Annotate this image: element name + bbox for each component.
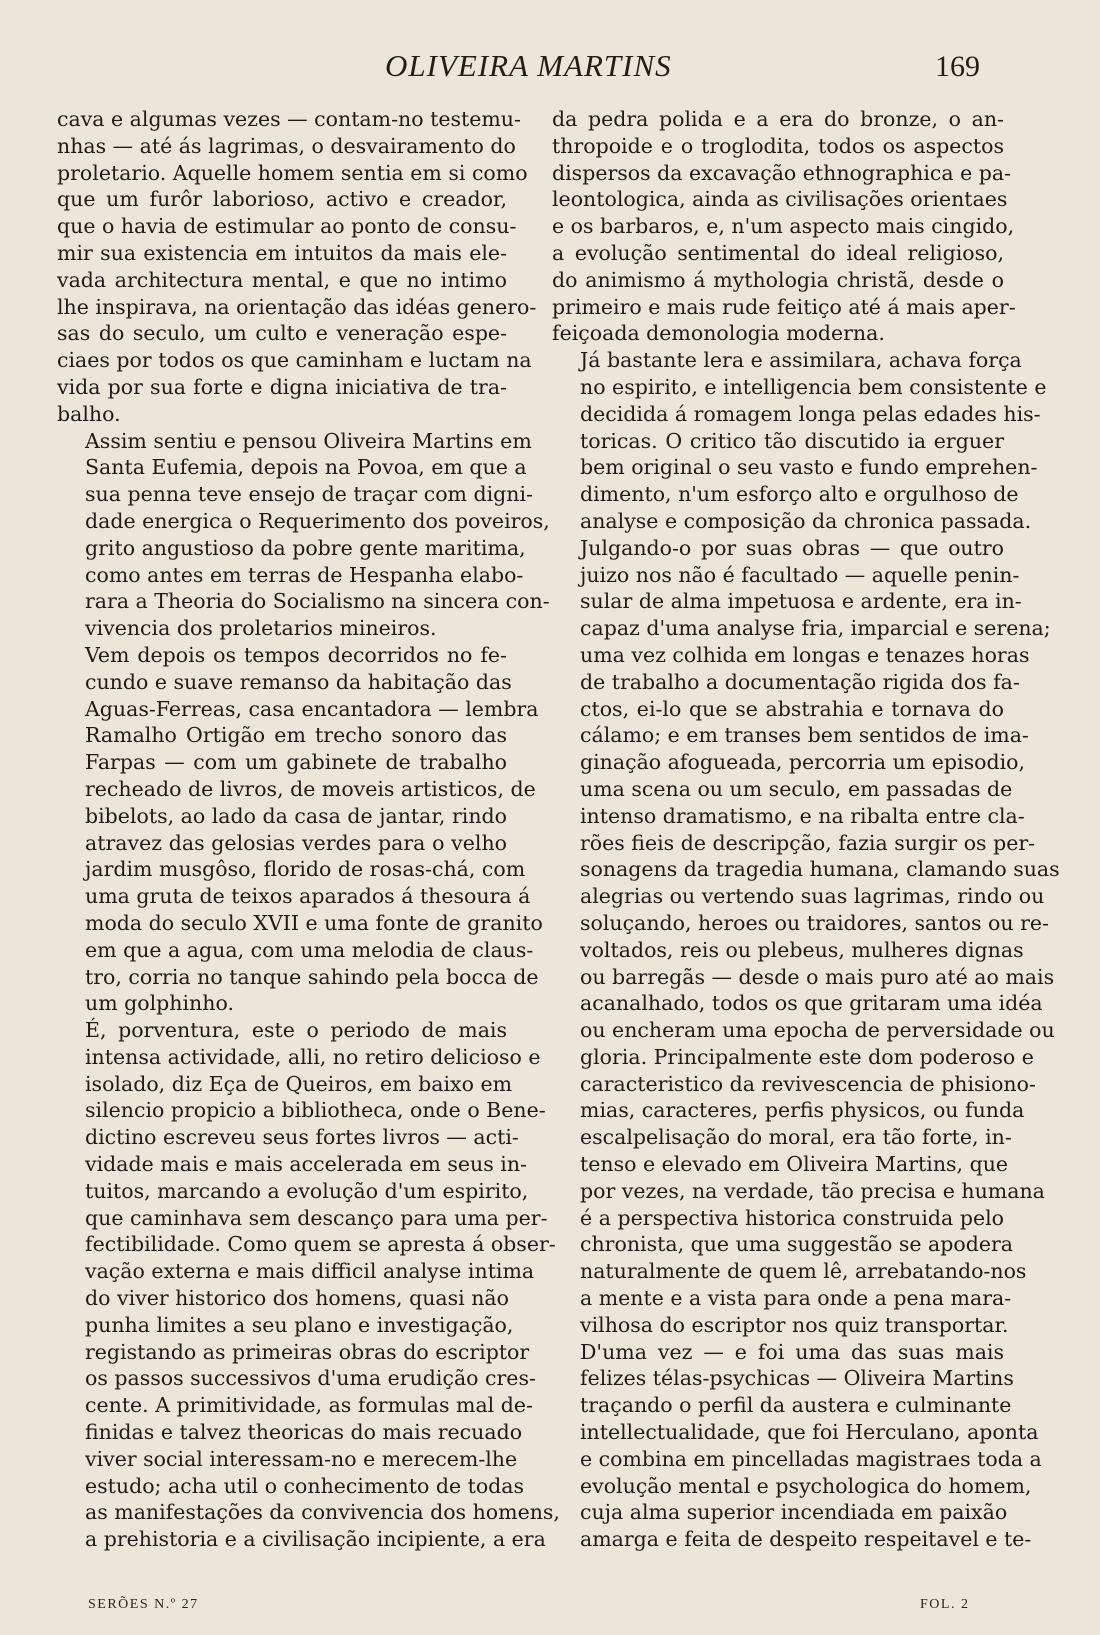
text-line: balho. [57,401,121,426]
text-line: juizo nos não é facultado — aquelle penin- [580,562,1020,587]
text-line: felizes télas-psychicas — Oliveira Martins [580,1366,1014,1391]
text-line: intenso dramatismo, e na ribalta entre cla- [580,803,1025,828]
text-line: bem original o seu vasto e fundo emprehen- [580,455,1038,480]
text-line: vada architectura mental, e que no intimo [57,267,507,292]
paragraph [57,428,550,642]
text-line: e combina em pincelladas magistraes toda a [580,1446,1042,1471]
text-line: os passos successivos d'uma erudição cres- [85,1366,536,1391]
text-line: traçando o perfil da austera e culminante [580,1393,1012,1418]
text-line: a mente e a vista para onde a pena mara- [580,1286,1012,1311]
text-line: dade energica o Requerimento dos poveiros, [85,508,550,533]
text-line: em que a agua, com uma melodia de claus- [85,937,534,962]
text-line: Assim sentiu e pensou Oliveira Martins em [85,428,532,453]
text-line: rões fieis de descripção, fazia surgir os per- [580,830,1036,855]
text-line: vidade mais e mais accelerada em seus in- [85,1152,527,1177]
text-line: um golphinho. [85,991,234,1016]
text-line: amarga e feita de despeito respeitavel e te- [580,1527,1032,1552]
text-line: finidas e talvez theoricas do mais recuado [85,1420,523,1445]
text-line: do animismo á mythologia christã, desde o [552,267,1004,292]
text-line: intellectualidade, que foi Herculano, aponta [580,1420,1039,1445]
text-line: alegrias ou vertendo suas lagrimas, rindo ou [580,884,1045,909]
text-line: thropoide e o troglodita, todos os aspectos [552,133,1004,158]
text-line: Ramalho Ortigão em trecho sonoro das [85,723,507,748]
footer-signature: SERÕES N.º 27 [88,1597,199,1612]
text-line: escalpelisação do moral, era tão forte, in- [580,1125,1012,1150]
text-line: que caminhava sem descanço para uma per- [85,1205,548,1230]
text-line: a prehistoria e a civilisação incipiente, a era [85,1527,546,1552]
text-line: de trabalho a documentação rigida dos fa- [580,669,1020,694]
text-line: e os barbaros, e, n'um aspecto mais cingido, [552,214,1015,239]
text-line: ginação afogueada, percorria um episodio, [580,750,1026,775]
text-line: ctos, ei-lo que se abstrahia e tornava do [580,696,1004,721]
text-line: viver social interessam-no e merecem-lhe [85,1446,518,1471]
text-line: É, porventura, este o periodo de mais [85,1018,507,1043]
paragraph [552,106,1016,347]
text-line: mias, caracteres, perfis physicos, ou funda [580,1098,1025,1123]
right-column [552,106,1060,1553]
text-line: rara a Theoria do Socialismo na sincera con- [85,589,550,614]
text-line: ou barregãs — desde o mais puro até ao mais [580,964,1055,989]
text-line: dictino escreveu seus fortes livros — acti- [85,1125,519,1150]
paragraph [57,106,537,428]
paragraph [552,535,1060,1339]
text-line: gloria. Principalmente este dom poderoso e [580,1044,1034,1069]
text-line: cuja alma superior incendiada em paixão [580,1500,1008,1525]
text-line: isolado, diz Eça de Queiros, em baixo em [85,1071,513,1096]
text-line: estudo; acha util o conhecimento de todas [85,1473,525,1498]
text-line: tro, corria no tanque sahindo pela bocca de [85,964,539,989]
text-line: sular de alma impetuosa e ardente, era in- [580,589,1022,614]
text-line: do viver historico dos homens, quasi não [85,1286,509,1311]
text-line: no espirito, e intelligencia bem consistente e [580,374,1047,399]
paragraph [552,1339,1042,1553]
text-line: voltados, reis ou plebeus, mulheres dignas [580,937,1024,962]
running-title: OLIVEIRA MARTINS [385,48,672,83]
text-line: feiçoada demonologia moderna. [552,321,885,346]
text-line: Santa Eufemia, depois na Povoa, em que a [85,455,527,480]
paragraph [57,1017,560,1553]
text-line: ciaes por todos os que caminham e luctam na [57,348,532,373]
text-line: D'uma vez — e foi uma das suas mais [580,1339,1004,1364]
text-line: acanalhado, todos os que gritaram uma idéa [580,991,1043,1016]
text-line: é a perspectiva historica construida pelo [580,1205,1004,1230]
text-line: soluçando, heroes ou traidores, santos ou re- [580,910,1049,935]
text-line: vação externa e mais difficil analyse intima [85,1259,535,1284]
text-line: nhas — até ás lagrimas, o desvairamento do [57,133,516,158]
text-line: caracteristico da revivescencia de phisiono- [580,1071,1036,1096]
text-line: intensa actividade, alli, no retiro delicioso e [85,1044,541,1069]
text-line: registando as primeiras obras do escriptor [85,1339,530,1364]
text-line: toricas. O critico tão discutido ia erguer [580,428,1004,453]
text-line: moda do seculo XVII e uma fonte de granito [85,910,543,935]
text-line: cava e algumas vezes — contam-no testemu- [57,107,521,131]
text-line: vivencia dos proletarios mineiros. [85,616,437,641]
text-line: por vezes, na verdade, tão precisa e humana [580,1178,1045,1203]
text-line: decidida á romagem longa pelas edades his- [580,401,1041,426]
text-line: atravez das gelosias verdes para o velho [85,830,507,855]
text-line: tenso e elevado em Oliveira Martins, que [580,1152,1009,1177]
text-line: da pedra polida e a era do bronze, o an- [552,107,1004,131]
footer-sheet-mark: FOL. 2 [920,1597,970,1612]
text-line: Julgando-o por suas obras — que outro [580,535,1004,560]
text-line: vilhosa do escriptor nos quiz transportar. [580,1312,1009,1337]
text-line: recheado de livros, de moveis artisticos, de [85,776,536,801]
text-line: cente. A primitividade, as formulas mal de- [85,1393,533,1418]
text-line: sua penna teve ensejo de traçar com digni- [85,482,533,507]
text-line: analyse e composição da chronica passada. [580,508,1032,533]
text-line: mir sua existencia em intuitos da mais ele- [57,240,507,265]
text-line: dimento, n'um esforço alto e orgulhoso de [580,482,1019,507]
text-line: evolução mental e psychologica do homem, [580,1473,1032,1498]
text-line: naturalmente de quem lê, arrebatando-nos [580,1259,1027,1284]
text-line: a evolução sentimental do ideal religioso, [552,240,1004,265]
text-line: proletario. Aquelle homem sentia em si como [57,160,528,185]
text-line: que um furôr laborioso, activo e creador, [57,187,507,212]
text-line: jardim musgôso, florido de rosas-chá, com [85,857,526,882]
text-line: ou encheram uma epocha de perversidade ou [580,1018,1055,1043]
text-line: grito angustioso da pobre gente maritima, [85,535,526,560]
text-line: fectibilidade. Como quem se apresta á obser- [85,1232,556,1257]
text-line: primeiro e mais rude feitiço até á mais aper- [552,294,1016,319]
text-line: vida por sua forte e digna iniciativa de tra- [57,374,507,399]
text-line: bibelots, ao lado da casa de jantar, rindo [85,803,507,828]
text-line: cundo e suave remanso da habitação das [85,669,512,694]
text-line: sas do seculo, um culto e veneração espe- [57,321,507,346]
text-line: lhe inspirava, na orientação das idéas genero- [57,294,537,319]
text-line: chronista, que uma suggestão se apodera [580,1232,1014,1257]
text-line: uma gruta de teixos aparados á thesoura á [85,884,531,909]
text-line: Vem depois os tempos decorridos no fe- [85,642,507,667]
text-line: uma scena ou um seculo, em passadas de [580,776,1013,801]
text-line: as manifestações da convivencia dos homens, [85,1500,560,1525]
left-column [57,106,560,1553]
paragraph [552,347,1047,535]
text-line: Já bastante lera e assimilara, achava força [580,348,1022,373]
text-line: tuitos, marcando a evolução d'um espirito, [85,1178,529,1203]
text-line: capaz d'uma analyse fria, imparcial e serena; [580,616,1051,641]
page-number: 169 [935,50,980,83]
text-line: dispersos da excavação ethnographica e pa- [552,160,1012,185]
text-line: leontologica, ainda as civilisações orientaes [552,187,1008,212]
text-line: uma vez colhida em longas e tenazes horas [580,642,1030,667]
running-head [0,48,1100,88]
text-line: punha limites a seu plano e investigação, [85,1312,514,1337]
text-line: Aguas-Ferreas, casa encantadora — lembra [85,696,539,721]
text-line: que o havia de estimular ao ponto de consu- [57,214,517,239]
text-line: como antes em terras de Hespanha elabo- [85,562,524,587]
text-line: cálamo; e em transes bem sentidos de ima- [580,723,1029,748]
paragraph [57,642,543,1017]
text-line: Farpas — com um gabinete de trabalho [85,750,507,775]
text-line: sonagens da tragedia humana, clamando suas [580,857,1060,882]
text-line: silencio propicio a bibliotheca, onde o Bene- [85,1098,546,1123]
